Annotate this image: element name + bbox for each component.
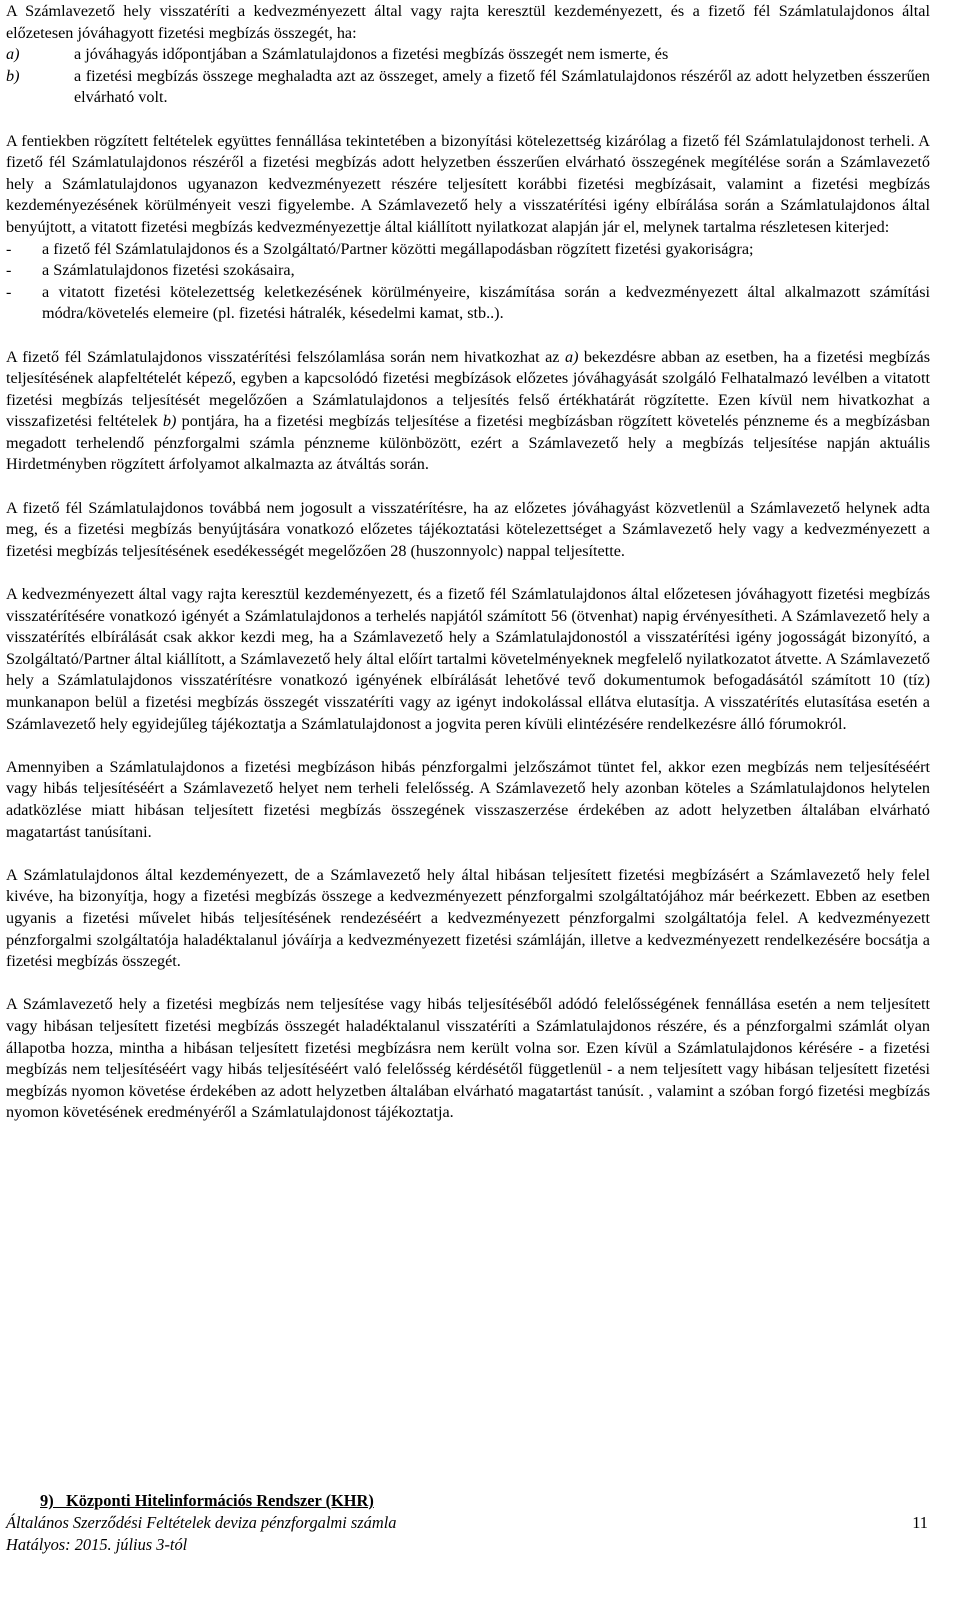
section-heading: 9) Központi Hitelinformációs Rendszer (KHR) (40, 1491, 374, 1510)
dash-mark: - (6, 239, 12, 258)
faulty-execution-paragraph: A Számlatulajdonos által kezdeményezett, de a Számlavezető hely által hibásan teljesített fizetési megbízásért a Számlavezető hely felel kivéve, ha bizonyítja, hogy a fizetési megbízás összege a kedvezményezett pénzforgalmi szolgáltatójához már beérkezett. Ebben az esetben ugyanis a fizetési művelet hibás teljesítésének rendezéséért a kedvezményezett pénzforgalmi szolgáltatója felel. A kedvezményezett pénzforgalmi szolgáltatója haladéktalanul jóváírja a kedvezményezett fizetési számláján, illetve a kedvezményezett rendelkezésére bocsátja a fizetési megbízás összegét. (6, 865, 930, 971)
ref-a: a) (564, 347, 579, 366)
wrong-account-paragraph: Amennyiben a Számlatulajdonos a fizetési megbízáson hibás pénzforgalmi jelzőszámot tüntet fel, akkor ezen megbízás nem teljesítéséért vagy hibás teljesítéséért a Számlavezető helyet nem terheli felelősség. A Számlavezető hely azonban köteles a Számlatulajdonos helytelen adatközlése miatt hibásan teljesített fizetési megbízás összegének visszaszerzése érdekében az adott helyzetben általában elvárható magatartást tanúsítani. (6, 757, 930, 841)
dash-item (6, 239, 930, 261)
burden-of-proof-paragraph: A fentiekben rögzített feltételek együttes fennállása tekintetében a bizonyítási kötelezettség kizárólag a fizető fél Számlatulajdonost terheli. A fizető fél Számlatulajdonos részéről a fizetési megbízás adott helyzetben ésszerűen elvárható összegének megítélése során a Számlavezető hely a Számlatulajdonos ugyanazon kedvezményezett részére teljesített korábbi fizetési megbízásait, valamint a fizetési megbízás kezdeményezésének körülményeit veszi figyelembe. A Számlavezető hely a visszatérítési igény elbírálása során a Számlatulajdonos által benyújtott, a vitatott fizetési megbízás kedvezményezettje által kiállított nyilatkozat alapján jár el, melynek tartalma részletesen kiterjed: (6, 131, 930, 236)
intro-paragraph: A Számlavezető hely visszatéríti a kedvezményezett által vagy rajta keresztül kezdeményezett, és a fizető fél Számlatulajdonos által előzetesen jóváhagyott fizetési megbízás összegét, ha: (6, 2, 930, 42)
objection-paragraph: A fizető fél Számlatulajdonos visszatérítési felszólamlása során nem hivatkozhat az a) bekezdésre abban az esetben, ha a fizetési megbízás teljesítésének alapfeltételét képező, egyben a kapcsolódó fizetési megbízások előzetes jóváhagyását szolgáló Felhatalmazó levélben a vitatott fizetési megbízás teljesítését megelőzően a Számlatulajdonos a teljesítés felső értékhatárát rögzítette. Ezen kívül nem hivatkozhat a visszafizetési feltételek b) pontjára, ha a fizetési megbízás teljesítése a fizetési megbízásban rögzített követelés pénzneme és a megbízásban megadott terhelendő pénzforgalmi számla pénzneme különbözött, ezért a Számlavezető hely a megbízás teljesítése napján aktuális Hirdetményben rögzített árfolyamot alkalmazta az átváltás során. (6, 347, 930, 474)
condition-item-b (6, 66, 930, 109)
ref-b: b) (162, 412, 177, 431)
not-entitled-paragraph: A fizető fél Számlatulajdonos továbbá nem jogosult a visszatérítésre, ha az előzetes jóváhagyást közvetlenül a Számlavezető helynek adta meg, és a fizetési megbízás benyújtására vonatkozó előzetes tájékoztatási kötelezettséget a Számlavezető hely vagy a kedvezményezett a fizetési megbízás teljesítésének esedékességét megelőzően 28 (huszonnyolc) nappal teljesítette. (6, 498, 930, 560)
page-number: 11 (912, 1513, 928, 1532)
dash-text: a vitatott fizetési kötelezettség keletkezésének körülményeire, kiszámítása során a kedvezményezett által alkalmazott számítási módra/követelés elemeire (pl. fizetési hátralék, késedelmi kamat, stb..). (42, 282, 930, 323)
document-body (6, 0, 930, 1124)
refund-claim-paragraph: A kedvezményezett által vagy rajta keresztül kezdeményezett, és a fizető fél Számlatulajdonos által előzetesen jóváhagyott fizetési megbízás visszatérítésére vonatkozó igényét a Számlatulajdonos a terhelés napjától számított 56 (ötvenhat) napig érvényesítheti. A Számlavezető hely a visszatérítés elbírálását csak akkor kezdi meg, ha a Számlavezető hely a Számlatulajdonostól a visszatérítési igény jogosságát bizonyító, a Szolgáltató/Partner által kiállított, a Számlavezető hely által előírt tartalmi követelményeknek megfelelő nyilatkozatot átvette. A Számlavezető hely a Számlatulajdonos visszatérítésre vonatkozó igényének elbírálását lehetővé tevő dokumentumok befogadásától számított 10 (tíz) munkanapon belül a fizetési megbízás összegét visszatéríti vagy az igényt indokolással ellátva elutasítja. A visszatérítés elutasítása esetén a Számlavezető hely egyidejűleg tájékoztatja a Számlatulajdonost a jogvita peren kívüli elintézésére rendelkezésre álló fórumokról. (6, 585, 930, 733)
footer (6, 1512, 396, 1556)
item-label: a) (6, 45, 20, 64)
dash-text: a fizető fél Számlatulajdonos és a Szolgáltató/Partner közötti megállapodásban rögzített fizetési gyakoriságra; (42, 239, 754, 258)
dash-text: a Számlatulajdonos fizetési szokásaira, (42, 261, 295, 280)
dash-mark: - (6, 261, 12, 280)
liability-paragraph: A Számlavezető hely a fizetési megbízás nem teljesítése vagy hibás teljesítéséből adódó felelősségének fennállása esetén a nem teljesített vagy hibásan teljesített fizetési megbízás összegét haladéktalanul visszatéríti a Számlatulajdonos részére, és a pénzforgalmi számlát olyan állapotba hozza, mintha a hibásan teljesített fizetési megbízásra nem került volna sor. Ezen kívül a Számlatulajdonos kérésére - a fizetési megbízás nem teljesítéséért vagy hibás teljesítéséért való felelősség kérdésétől függetlenül - a nem teljesített vagy hibásan teljesített fizetési megbízás nyomon követése érdekében az adott helyzetben általában elvárható magatartást tanúsít. , valamint a szóban forgó fizetési megbízás nyomon követésének eredményéről a Számlatulajdonost tájékoztatja. (6, 995, 930, 1122)
item-label: b) (6, 66, 20, 85)
dash-mark: - (6, 282, 12, 301)
footer-effective-date: Hatályos: 2015. július 3-tól (6, 1535, 188, 1554)
condition-item-a (6, 44, 930, 66)
dash-item (6, 282, 930, 325)
footer-doc-title: Általános Szerződési Feltételek deviza pénzforgalmi számla (6, 1513, 397, 1532)
dash-item (6, 260, 930, 282)
item-text: a jóváhagyás időpontjában a Számlatulajdonos a fizetési megbízás összegét nem ismerte, és (74, 45, 669, 64)
item-text: a fizetési megbízás összege meghaladta azt az összeget, amely a fizető fél Számlatulajdonos részéről az adott helyzetben ésszerűen elvárható volt. (74, 66, 930, 107)
